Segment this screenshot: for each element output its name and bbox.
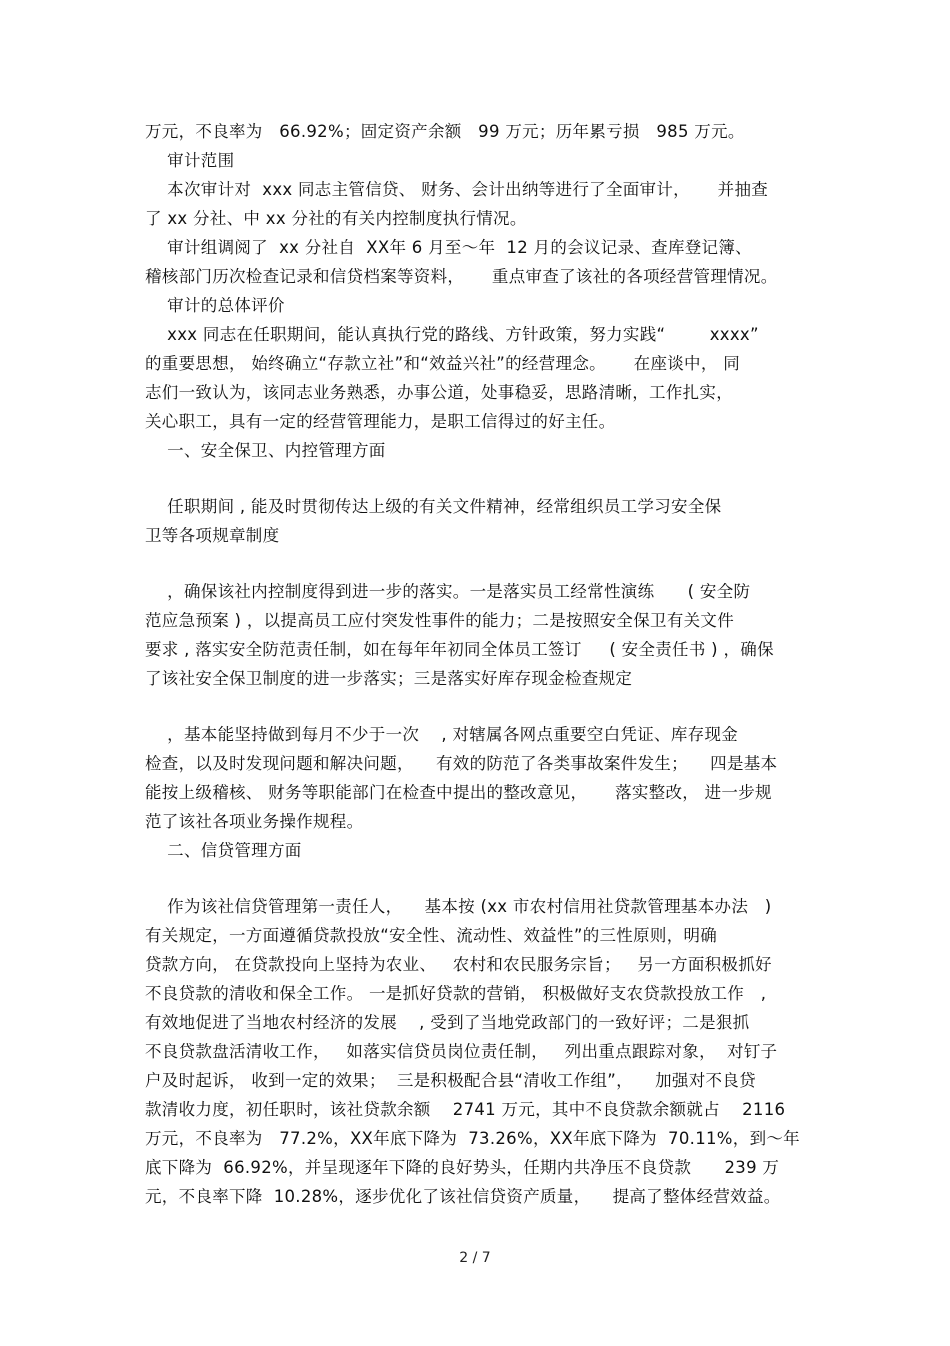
text-line: 万元，不良率为 66.92%；固定资产余额 99 万元；历年累亏损 985 万元。 (145, 122, 745, 141)
text-line: 有关规定，一方面遵循贷款投放“安全性、流动性、效益性”的三性原则，明确 (145, 926, 718, 945)
text-line: ，确保该社内控制度得到进一步的落实。一是落实员工经常性演练 ( 安全防 (145, 582, 751, 601)
text-line: 的重要思想， 始终确立“存款立社”和“效益兴社”的经营理念。 在座谈中， 同 (145, 354, 741, 373)
text-line: 志们一致认为，该同志业务熟悉，办事公道，处事稳妥，思路清晰，工作扎实， (145, 383, 733, 402)
text-line: 范了该社各项业务操作规程。 (145, 812, 364, 831)
text-line: 本次审计对 xxx 同志主管信贷、 财务、会计出纳等进行了全面审计， 并抽查 (145, 180, 769, 199)
section-heading: 审计范围 (145, 151, 235, 170)
text-line: 不良贷款盘活清收工作， 如落实信贷员岗位责任制， 列出重点跟踪对象， 对钉子 (145, 1042, 778, 1061)
text-line: xxx 同志在任职期间，能认真执行党的路线、方针政策，努力实践“ xxxx” (145, 325, 759, 344)
section-heading: 一、安全保卫、内控管理方面 (145, 441, 386, 460)
text-line: 户及时起诉， 收到一定的效果； 三是积极配合县“清收工作组”， 加强对不良贷 (145, 1071, 756, 1090)
section-heading: 二、信贷管理方面 (145, 841, 302, 860)
text-line: 审计组调阅了 xx 分社自 XX年 6 月至～年 12 月的会议记录、查库登记簿、 (145, 238, 752, 257)
text-line: 检查，以及时发现问题和解决问题， 有效的防范了各类事故案件发生； 四是基本 (145, 754, 778, 773)
text-line: 贷款方向， 在贷款投向上坚持为农业、 农村和农民服务宗旨； 另一方面积极抓好 (145, 955, 772, 974)
text-line: ，基本能坚持做到每月不少于一次 , 对辖属各网点重要空白凭证、库存现金 (145, 725, 739, 744)
text-line: 款清收力度，初任职时，该社贷款余额 2741 万元，其中不良贷款余额就占 2116 (145, 1100, 786, 1119)
text-line: 了该社安全保卫制度的进一步落实；三是落实好库存现金检查规定 (145, 669, 633, 688)
text-line: 有效地促进了当地农村经济的发展 , 受到了当地党政部门的一致好评；二是狠抓 (145, 1013, 750, 1032)
text-line: 要求 , 落实安全防范责任制，如在每年年初同全体员工签订 ( 安全责任书 ) ，确保 (145, 640, 774, 659)
section-heading: 审计的总体评价 (145, 296, 285, 315)
text-line: 万元，不良率为 77.2%，XX年底下降为 73.26%，XX年底下降为 70.11%，到～年 (145, 1129, 800, 1148)
text-line: 卫等各项规章制度 (145, 526, 280, 545)
text-line: 不良贷款的清收和保全工作。 一是抓好贷款的营销， 积极做好支农贷款投放工作 , (145, 984, 767, 1003)
text-line: 元，不良率下降 10.28%，逐步优化了该社信贷资产质量， 提高了整体经营效益。 (145, 1187, 781, 1206)
text-line: 作为该社信贷管理第一责任人， 基本按 (xx 市农村信用社贷款管理基本办法 ) (145, 897, 772, 916)
page-number: 2 / 7 (459, 1250, 491, 1266)
text-line: 关心职工，具有一定的经营管理能力，是职工信得过的好主任。 (145, 412, 616, 431)
text-line: 了 xx 分社、中 xx 分社的有关内控制度执行情况。 (145, 209, 527, 228)
text-line: 底下降为 66.92%，并呈现逐年下降的良好势头，任期内共净压不良贷款 239 万 (145, 1158, 780, 1177)
text-line: 任职期间 , 能及时贯彻传达上级的有关文件精神，经常组织员工学习安全保 (145, 497, 722, 516)
text-line: 稽核部门历次检查记录和信贷档案等资料， 重点审查了该社的各项经营管理情况。 (145, 267, 778, 286)
text-line: 范应急预案 ) ，以提高员工应付突发性事件的能力；二是按照安全保卫有关文件 (145, 611, 735, 630)
text-line: 能按上级稽核、 财务等职能部门在检查中提出的整改意见， 落实整改， 进一步规 (145, 783, 772, 802)
